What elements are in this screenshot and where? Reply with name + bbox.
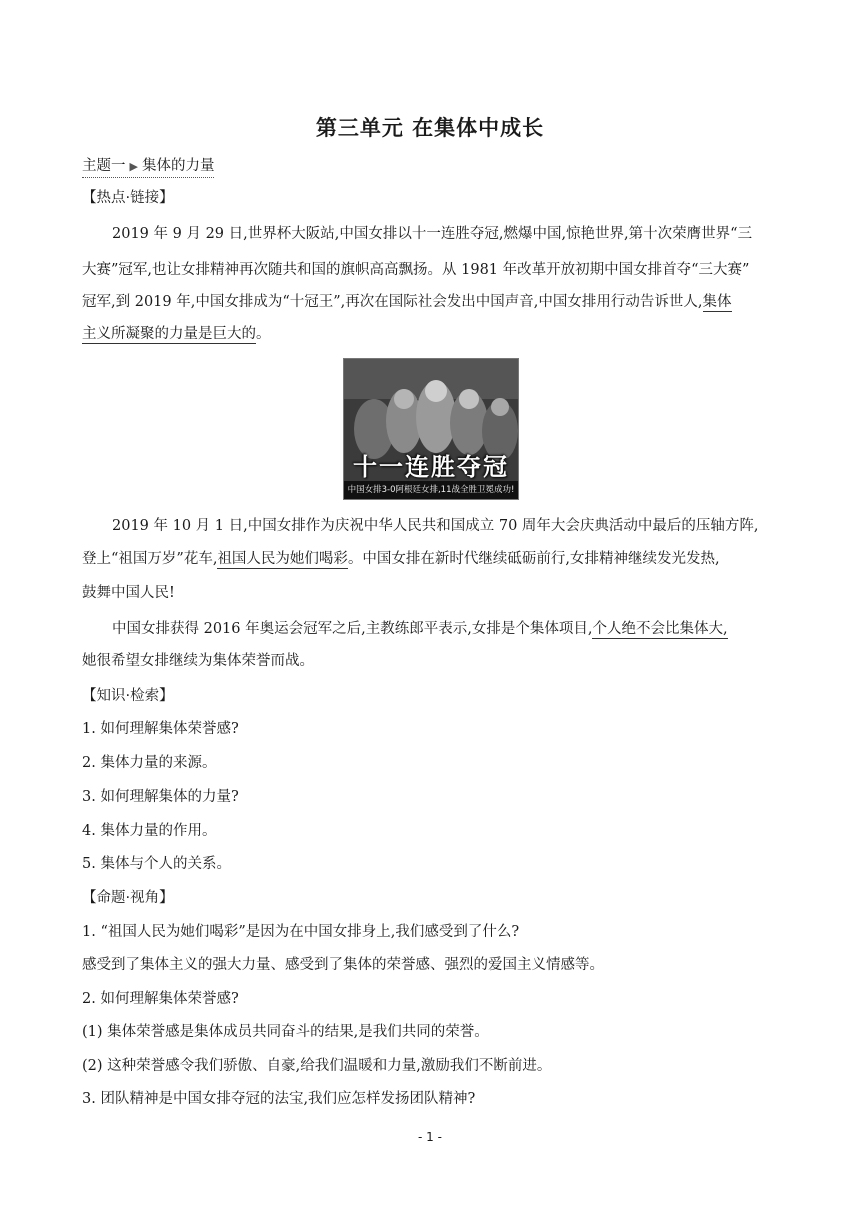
underlined-text: 个人绝不会比集体大,: [592, 621, 728, 637]
paragraph-text: 。中国女排在新时代继续砥砺前行,女排精神继续发光发热,: [347, 551, 720, 567]
underlined-text: 集体: [702, 294, 732, 310]
photo-caption: 中国女排3-0阿根廷女排,11战全胜卫冕成功!: [344, 481, 518, 499]
paragraph-text: 冠军,到 2019 年,中国女排成为“十冠王”,再次在国际社会发出中国声音,中国女排用行动告诉世人,: [82, 294, 703, 310]
page-title: 第三单元 在集体中成长: [315, 116, 545, 140]
paragraph-line: 鼓舞中国人民!: [82, 585, 175, 601]
list-item: 5. 集体与个人的关系。: [82, 856, 231, 872]
list-item: 4. 集体力量的作用。: [82, 823, 217, 839]
answer: (2) 这种荣誉感令我们骄傲、自豪,给我们温暖和力量,激励我们不断前进。: [82, 1058, 552, 1074]
list-item: 3. 如何理解集体的力量?: [82, 789, 239, 805]
paragraph-text: 登上“祖国万岁”花车,: [82, 551, 218, 567]
paragraph-text: 。: [256, 326, 271, 342]
underlined-text: 主义所凝聚的力量是巨大的: [82, 326, 256, 342]
answer: (1) 集体荣誉感是集体成员共同奋斗的结果,是我们共同的荣誉。: [82, 1024, 489, 1040]
section-proposition: 【命题·视角】: [82, 890, 174, 906]
question: 1. “祖国人民为她们喝彩”是因为在中国女排身上,我们感受到了什么?: [82, 924, 520, 940]
paragraph-line: 2019 年 10 月 1 日,中国女排作为庆祝中华人民共和国成立 70 周年大会庆典活动中最后的压轴方阵,: [112, 518, 759, 534]
paragraph-line: [82, 292, 782, 312]
section-hot: 【热点·链接】: [82, 190, 174, 206]
paragraph-line: [82, 549, 782, 569]
underlined-text: 祖国人民为她们喝彩: [217, 551, 348, 567]
list-item: 2. 集体力量的来源。: [82, 755, 217, 771]
section-knowledge: 【知识·检索】: [82, 688, 174, 704]
topic-prefix: 主题一: [82, 158, 126, 174]
paragraph-line: 大赛”冠军,也让女排精神再次随共和国的旗帜高高飘扬。从 1981 年改革开放初期中国女排首夺“三大赛”: [82, 262, 750, 278]
page-number: - 1 -: [418, 1130, 442, 1144]
topic-name: 集体的力量: [141, 158, 215, 174]
answer: 感受到了集体主义的强大力量、感受到了集体的荣誉感、强烈的爱国主义情感等。: [82, 957, 604, 973]
list-item: 1. 如何理解集体荣誉感?: [82, 721, 239, 737]
triangle-right-icon: ▶: [129, 160, 138, 173]
paragraph-line: 2019 年 9 月 29 日,世界杯大阪站,中国女排以十一连胜夺冠,燃爆中国,惊艳世界,第十次荣膺世界“三: [112, 226, 753, 242]
volleyball-team-photo: [343, 358, 519, 500]
paragraph-text: 中国女排获得 2016 年奥运会冠军之后,主教练郎平表示,女排是个集体项目,: [112, 621, 593, 637]
photo-overlay-text: 十一连胜夺冠: [353, 453, 509, 481]
question: 3. 团队精神是中国女排夺冠的法宝,我们应怎样发扬团队精神?: [82, 1091, 476, 1107]
topic-heading: [82, 154, 214, 178]
paragraph-line: 她很希望女排继续为集体荣誉而战。: [82, 653, 314, 669]
paragraph-line: [82, 324, 782, 344]
question: 2. 如何理解集体荣誉感?: [82, 991, 239, 1007]
paragraph-line: [112, 619, 782, 639]
